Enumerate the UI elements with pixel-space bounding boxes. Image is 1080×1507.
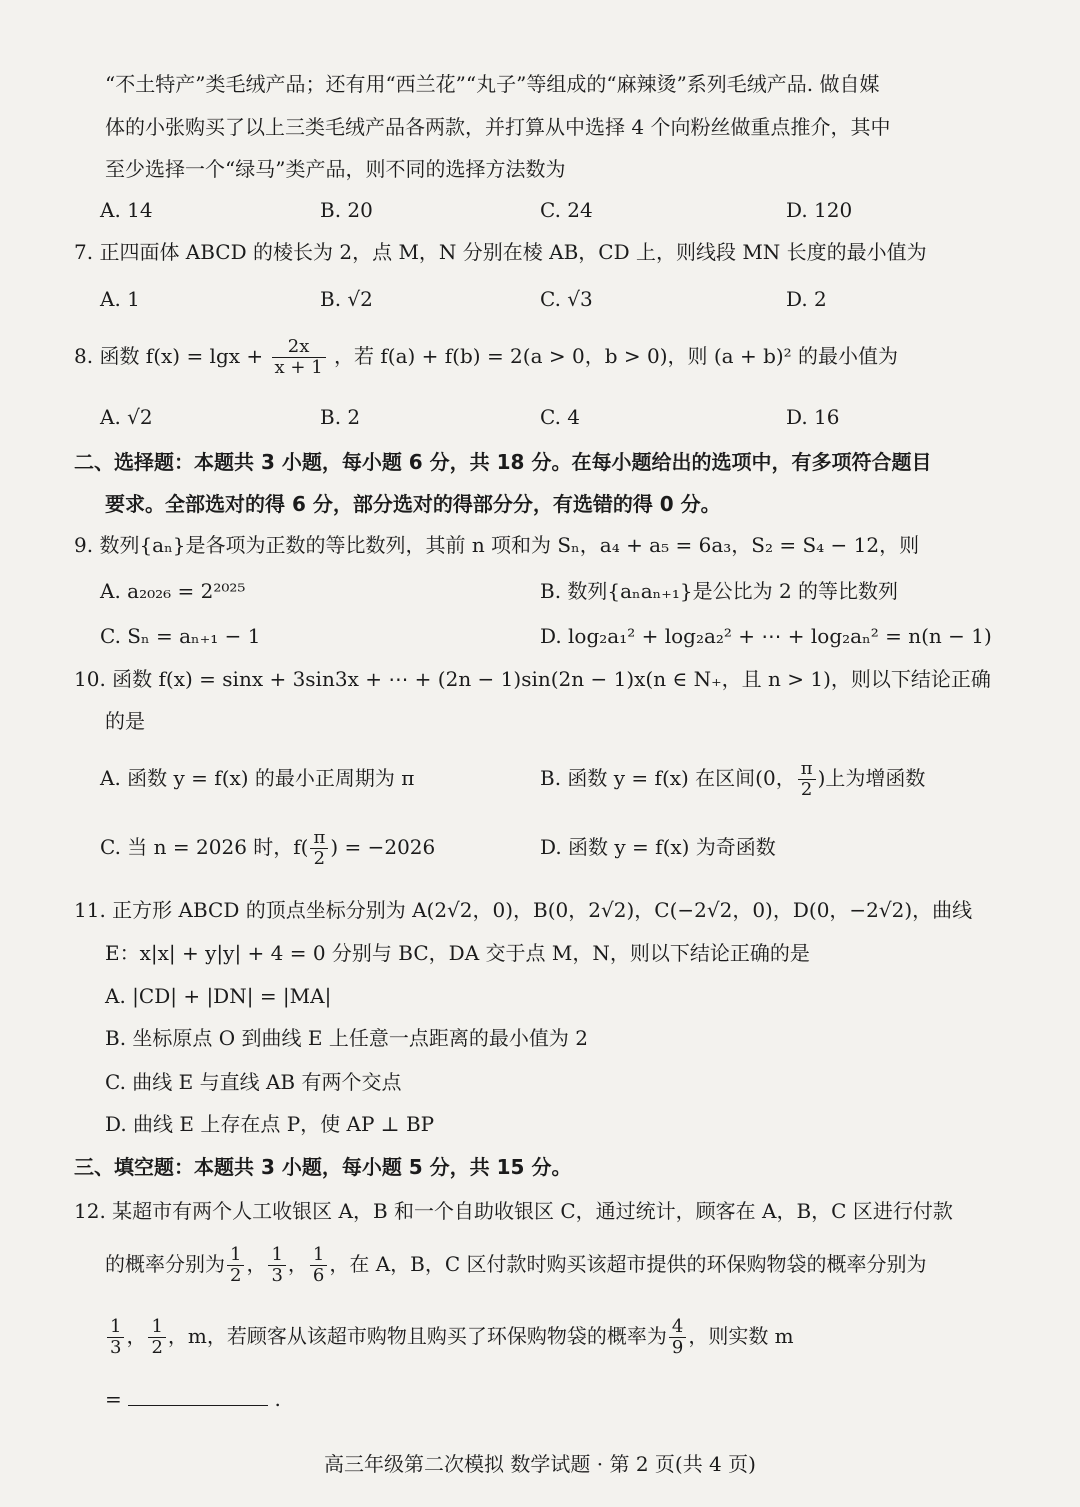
q12-pB-fraction xyxy=(268,1245,285,1286)
q11-stem: 11. 正方形 ABCD 的顶点坐标分别为 A(2√2，0)，B(0，2√2)，C(−2√2，0)，D(0，−2√2)，曲线 xyxy=(74,898,973,922)
q6-line-2: 体的小张购买了以上三类毛绒产品各两款，并打算从中选择 4 个向粉丝做重点推介，其中 xyxy=(105,115,891,139)
q12-line2-suffix: ，在 A，B，C 区付款时购买该超市提供的环保购物袋的概率分别为 xyxy=(329,1252,927,1276)
q8-frac-num: 2x xyxy=(272,337,326,358)
q12-bagA-fraction xyxy=(107,1317,124,1358)
q12-result-den: 9 xyxy=(671,1337,684,1358)
q9-stem: 9. 数列{aₙ}是各项为正数的等比数列，其前 n 项和为 Sₙ，a₄ + a₅ = 6a₃，S₂ = S₄ − 12，则 xyxy=(74,533,920,557)
q8-suffix: ，若 f(a) + f(b) = 2(a > 0，b > 0)，则 (a + b)² 的最小值为 xyxy=(334,344,899,368)
section-2-heading-cont: 要求。全部选对的得 6 分，部分选对的得部分分，有选错的得 0 分。 xyxy=(105,492,721,516)
q12-bagB-den: 2 xyxy=(151,1337,163,1358)
q10-option-c-suffix: ) = −2026 xyxy=(330,835,436,859)
q6-option-c: C. 24 xyxy=(540,198,593,222)
q9-option-c: C. Sₙ = aₙ₊₁ − 1 xyxy=(100,624,261,648)
q6-option-a: A. 14 xyxy=(100,198,153,222)
q10-option-b-prefix: B. 函数 y = f(x) 在区间(0， xyxy=(540,766,796,790)
q12-bagB-num: 1 xyxy=(148,1317,165,1338)
q10-option-c-prefix: C. 当 n = 2026 时，f( xyxy=(100,835,309,859)
q8-stem xyxy=(74,334,1020,378)
q12-stem-line-3: $\frac{1}{3}$ ， $\frac{1}{2}$ ，m，若顾客从该超市购物且购买了环保购物袋的概率为 $\frac{4}{9}$ ，则实数 m xyxy=(105,1312,1020,1360)
q10-option-c-frac-num: π xyxy=(310,828,328,849)
q8-option-c: C. 4 xyxy=(540,405,581,429)
q7-option-d: D. 2 xyxy=(786,287,827,311)
q12-line3-suffix: ，则实数 m xyxy=(688,1324,794,1348)
q10-options-row1 xyxy=(100,756,1020,800)
q11-option-a: A. |CD| + |DN| = |MA| xyxy=(105,984,332,1008)
q9-option-b: B. 数列{aₙaₙ₊₁}是公比为 2 的等比数列 xyxy=(540,579,899,603)
page-footer: 高三年级第二次模拟 数学试题 · 第 2 页(共 4 页) xyxy=(324,1452,756,1476)
section-2-heading: 二、选择题：本题共 3 小题，每小题 6 分，共 18 分。在每小题给出的选项中，有多项符合题目 xyxy=(74,450,932,474)
q8-prefix: 8. 函数 f(x) = lgx + xyxy=(74,344,264,368)
q12-result-num: 4 xyxy=(669,1317,686,1338)
q7-stem: 7. 正四面体 ABCD 的棱长为 2，点 M，N 分别在棱 AB，CD 上，则线段 MN 长度的最小值为 xyxy=(74,240,927,264)
q10-options-row2 xyxy=(100,825,1020,869)
q12-line2-prefix: 的概率分别为 xyxy=(105,1252,225,1276)
q12-answer-line xyxy=(105,1385,1020,1413)
q12-pC-den: 6 xyxy=(312,1265,325,1286)
q12-pB-num: 1 xyxy=(268,1245,285,1266)
q12-pC-num: 1 xyxy=(310,1245,327,1266)
q9-option-d: D. log₂a₁² + log₂a₂² + ⋯ + log₂aₙ² = n(n − 1) xyxy=(540,624,992,648)
q12-pC-fraction xyxy=(310,1245,327,1286)
q10-option-b xyxy=(540,756,925,800)
q10-option-c xyxy=(100,825,435,869)
q8-option-a: A. √2 xyxy=(100,405,153,429)
q11-stem-cont: E：x|x| + y|y| + 4 = 0 分别与 BC，DA 交于点 M，N，则以下结论正确的是 xyxy=(105,941,810,965)
q11-option-c: C. 曲线 E 与直线 AB 有两个交点 xyxy=(105,1070,402,1094)
q7-option-b: B. √2 xyxy=(320,287,373,311)
q12-answer-blank[interactable] xyxy=(128,1387,268,1406)
q8-option-b: B. 2 xyxy=(320,405,361,429)
q9-option-a: A. a₂₀₂₆ = 2²⁰²⁵ xyxy=(100,579,246,603)
q12-bagA-den: 3 xyxy=(110,1337,122,1358)
q10-option-d: D. 函数 y = f(x) 为奇函数 xyxy=(540,835,776,859)
q12-stem-line-2: 的概率分别为 $\frac{1}{2}$ ， $\frac{1}{3}$ ， $\frac{1}{6}$ ，在 A，B，C 区付款时购买该超市提供的环保购物袋的概率分别为 xyxy=(105,1244,927,1286)
q12-pA-num: 1 xyxy=(227,1245,244,1266)
q11-option-d: D. 曲线 E 上存在点 P，使 AP ⊥ BP xyxy=(105,1112,435,1136)
q10-option-b-fraction xyxy=(798,759,816,800)
q12-bagA-num: 1 xyxy=(107,1317,124,1338)
q12-pA-fraction xyxy=(227,1245,244,1286)
q10-option-c-frac-den: 2 xyxy=(313,848,326,869)
q10-option-b-frac-num: π xyxy=(798,759,816,780)
q7-option-a: A. 1 xyxy=(100,287,140,311)
q6-line-3: 至少选择一个“绿马”类产品，则不同的选择方法数为 xyxy=(105,157,566,181)
q6-line-1: “不土特产”类毛绒产品；还有用“西兰花”“丸子”等组成的“麻辣烫”系列毛绒产品. 做自媒 xyxy=(105,72,880,96)
q12-pB-den: 3 xyxy=(271,1265,283,1286)
q6-option-d: D. 120 xyxy=(786,198,853,222)
q12-period: . xyxy=(274,1387,281,1411)
q10-option-a: A. 函数 y = f(x) 的最小正周期为 π xyxy=(100,766,415,790)
q7-option-c: C. √3 xyxy=(540,287,593,311)
q11-option-b: B. 坐标原点 O 到曲线 E 上任意一点距离的最小值为 2 xyxy=(105,1026,588,1050)
q12-bagB-fraction xyxy=(148,1317,165,1358)
q12-line3-mid: ，m，若顾客从该超市购物且购买了环保购物袋的概率为 xyxy=(167,1324,667,1348)
q8-frac-den: x + 1 xyxy=(274,357,323,378)
q12-pA-den: 2 xyxy=(230,1265,242,1286)
section-3-heading: 三、填空题：本题共 3 小题，每小题 5 分，共 15 分。 xyxy=(74,1155,572,1179)
q6-option-b: B. 20 xyxy=(320,198,373,222)
q8-option-d: D. 16 xyxy=(786,405,840,429)
q10-stem: 10. 函数 f(x) = sinx + 3sin3x + ⋯ + (2n − 1)sin(2n − 1)x(n ∈ N₊，且 n > 1)，则以下结论正确 xyxy=(74,667,991,691)
q12-equals: = xyxy=(105,1387,122,1411)
q10-stem-cont: 的是 xyxy=(105,709,145,733)
q10-option-b-frac-den: 2 xyxy=(800,779,813,800)
q12-stem: 12. 某超市有两个人工收银区 A，B 和一个自助收银区 C，通过统计，顾客在 A，B，C 区进行付款 xyxy=(74,1199,953,1223)
q10-option-c-fraction xyxy=(310,828,328,869)
q8-fraction xyxy=(272,337,326,378)
q10-option-b-suffix: )上为增函数 xyxy=(817,766,926,790)
q12-result-fraction xyxy=(669,1317,686,1358)
